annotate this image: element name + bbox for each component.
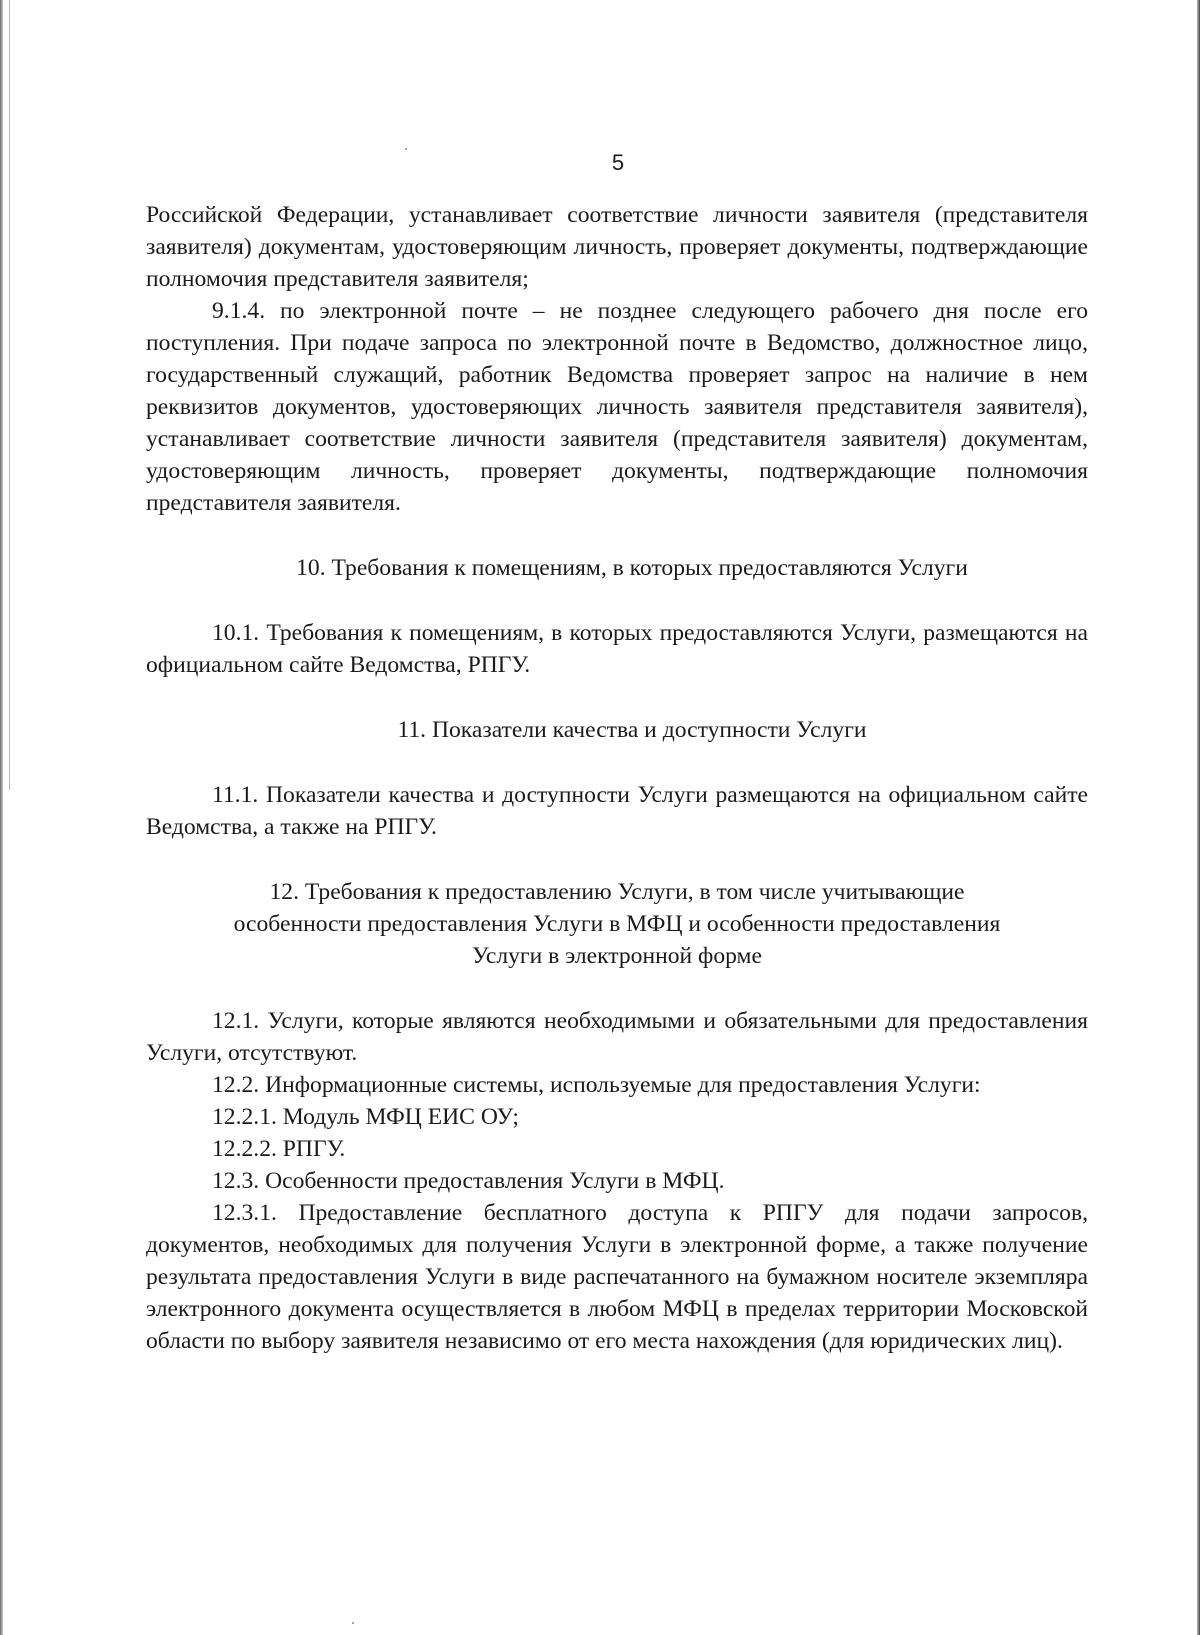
spacer: [146, 972, 1088, 1005]
spacer: [146, 746, 1088, 779]
paragraph-12-2-2: 12.2.2. РПГУ.: [212, 1136, 346, 1162]
spacer: [146, 584, 1088, 617]
paragraph-9-1-4: 9.1.4. по электронной почте – не позднее следующего рабочего дня после его поступления. При подаче запроса по электронной почте в Ведомство, должностное лицо, государственный служащий, работник Ведомства проверяет запрос на наличие в нем реквизитов документов, удостоверяющих личность заявителя представителя заявителя), устанавливает соответствие личности заявителя (представителя заявителя) документам, удостоверяющим личность, проверяет документы, подтверждающие полномочия представителя заявителя.: [146, 298, 1088, 516]
paragraph-11-1: 11.1. Показатели качества и доступности Услуги размещаются на официальном сайте Ведомства, а также на РПГУ.: [146, 782, 1088, 840]
paragraph-12-3-1: 12.3.1. Предоставление бесплатного доступа к РПГУ для подачи запросов, документов, необходимых для получения Услуги в электронной форме, а также получение результата предоставления Услуги в виде распечатанного на бумажном носителе экземпляра электронного документа осуществляется в любом МФЦ в пределах территории Московской области по выбору заявителя независимо от его места нахождения (для юридических лиц).: [146, 1200, 1088, 1354]
spacer: [146, 843, 1088, 876]
paragraph-12-2-1: 12.2.1. Модуль МФЦ ЕИС ОУ;: [212, 1104, 519, 1130]
paragraph-10-1: 10.1. Требования к помещениям, в которых предоставляются Услуги, размещаются на официальном сайте Ведомства, РПГУ.: [146, 620, 1088, 678]
scan-speck: [352, 1622, 354, 1624]
document-body: [146, 199, 1088, 1357]
section-heading-11: 11. Показатели качества и доступности Услуги: [397, 717, 867, 743]
page-number: 5: [611, 150, 625, 175]
paragraph-continuation: Российской Федерации, устанавливает соответствие личности заявителя (представителя заявителя) документам, удостоверяющим личность, проверяет документы, подтверждающие полномочия представителя заявителя;: [146, 202, 1088, 292]
section-heading-12-line-1: 12. Требования к предоставлению Услуги, в том числе учитывающие: [269, 879, 965, 905]
scan-edge-left: [0, 0, 3, 1635]
spacer: [146, 681, 1088, 714]
paragraph-12-1: 12.1. Услуги, которые являются необходимыми и обязательными для предоставления Услуги, отсутствуют.: [146, 1008, 1088, 1066]
paragraph-12-3: 12.3. Особенности предоставления Услуги в МФЦ.: [212, 1168, 725, 1194]
paragraph-12-2: 12.2. Информационные системы, используемые для предоставления Услуги:: [212, 1072, 981, 1098]
section-heading-12-line-2: особенности предоставления Услуги в МФЦ и особенности предоставления: [233, 911, 1001, 937]
section-heading-10: 10. Требования к помещениям, в которых предоставляются Услуги: [296, 555, 968, 581]
section-heading-12-line-3: Услуги в электронной форме: [472, 943, 762, 969]
spacer: [146, 519, 1088, 552]
scan-edge-line: [9, 0, 10, 790]
